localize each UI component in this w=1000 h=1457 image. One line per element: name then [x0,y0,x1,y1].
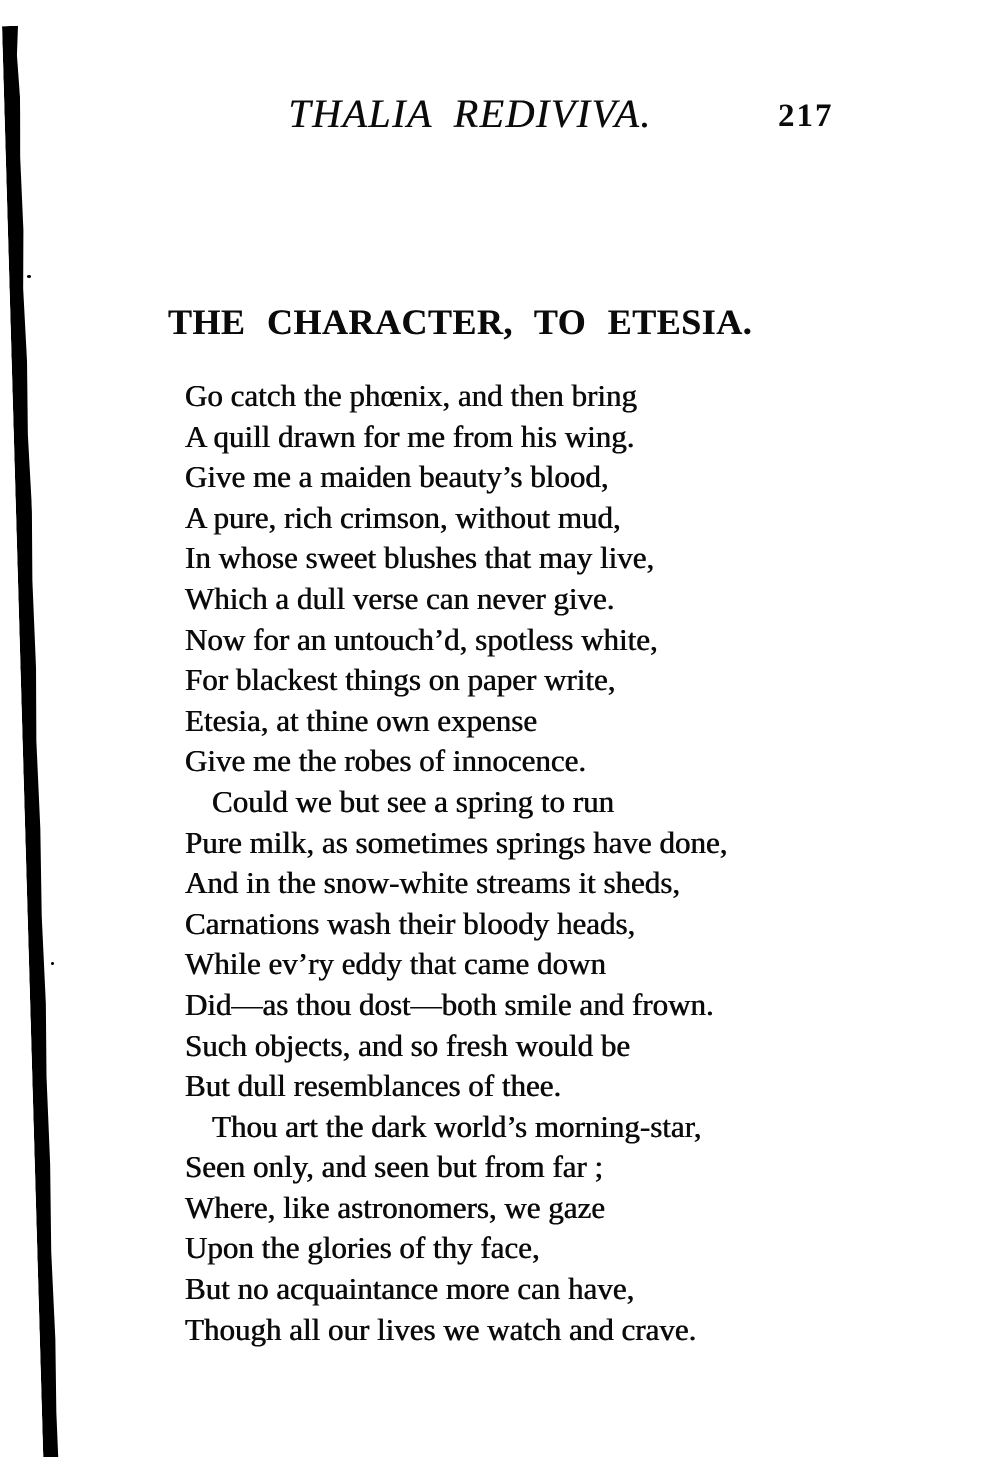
poem-line: Upon the glories of thy face, [185,1230,540,1266]
poem-line: But dull resemblances of thee. [185,1068,562,1104]
poem-line: Give me a maiden beauty’s blood, [185,459,609,495]
poem-line: Give me the robes of innocence. [185,743,587,779]
poem-line: Such objects, and so fresh would be [185,1027,631,1063]
poem-body [185,376,865,1350]
poem-line: For blackest things on paper write, [185,662,616,698]
poem-line: Etesia, at thine own expense [185,702,538,738]
poem-line: Did—as thou dost—both smile and frown. [185,986,714,1022]
poem-line-stanza-start: Thou art the dark world’s morning-star, [212,1108,702,1144]
poem-line: Go catch the phœnix, and then bring [185,378,637,413]
ink-speck [51,962,54,965]
poem-line: And in the snow-white streams it sheds, [185,865,681,901]
poem-line: Pure milk, as sometimes springs have done, [185,824,728,860]
running-header: THALIA REDIVIVA. [288,91,652,136]
poem-line-stanza-start: Could we but see a spring to run [212,783,615,819]
binding-gutter-shadow [2,26,60,1457]
poem-line: A quill drawn for me from his wing. [185,418,635,454]
poem-title: THE CHARACTER, TO ETESIA. [167,302,753,342]
poem-line: Which a dull verse can never give. [185,580,615,616]
ink-speck [27,275,31,278]
poem-line: Though all our lives we watch and crave. [185,1311,697,1347]
poem-line: Seen only, and seen but from far ; [185,1149,604,1185]
poem-line: Where, like astronomers, we gaze [185,1189,606,1225]
poem-line: In whose sweet blushes that may live, [185,540,655,576]
poem-line: While ev’ry eddy that came down [185,946,606,982]
page-number: 217 [778,98,834,134]
poem-line: Now for an untouch’d, spotless white, [185,621,658,657]
poem-line: But no acquaintance more can have, [185,1271,635,1307]
poem-line: Carnations wash their bloody heads, [185,905,636,941]
poem-line: A pure, rich crimson, without mud, [185,499,621,535]
